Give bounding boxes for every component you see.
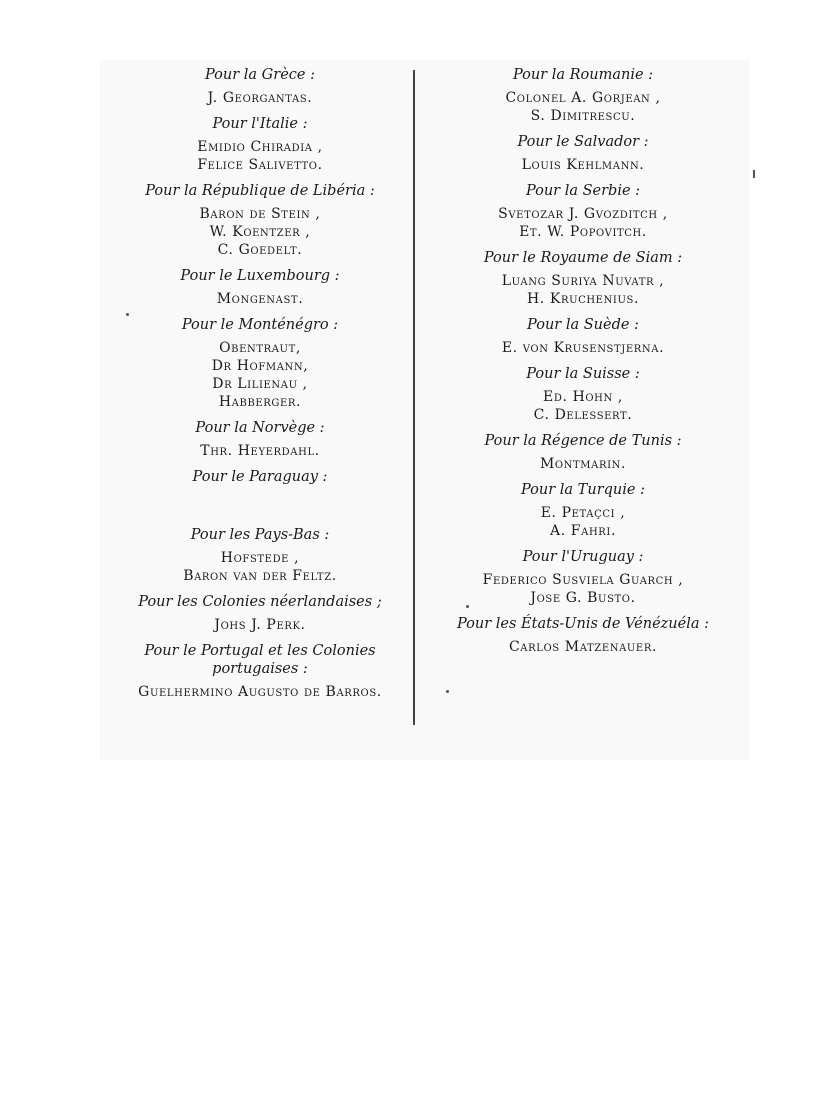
signer-name: Svetozar J. Gvozditch , <box>498 206 668 222</box>
signer-name: Dr Hofmann, <box>211 358 309 374</box>
signatory-entry <box>105 419 415 460</box>
signer-name: E. Petaçci , <box>540 505 626 521</box>
country-heading: Pour les Colonies néerlandaises ; <box>138 594 382 610</box>
signer-name: Felice Salivetto. <box>197 157 323 173</box>
signer-name: J. Georgantas. <box>207 90 313 106</box>
signer-list <box>428 571 738 607</box>
signer-name: Ed. Hohn , <box>543 389 623 405</box>
country-heading: Pour la Turquie : <box>521 482 645 498</box>
signer-list <box>105 89 415 107</box>
signer-list <box>428 388 738 424</box>
signer-name: Jose G. Busto. <box>530 590 636 606</box>
signer-name: Johs J. Perk. <box>214 617 306 633</box>
signer-name: Habberger. <box>218 394 302 410</box>
signatory-entry <box>105 593 415 634</box>
country-heading: Pour le Salvador : <box>517 134 649 150</box>
signer-list <box>428 455 738 473</box>
signer-name: Guelhermino Augusto de Barros. <box>138 684 382 700</box>
signer-name: Mongenast. <box>216 291 304 307</box>
country-heading: Pour les États-Unis de Vénézuéla : <box>457 616 709 632</box>
signer-name: Et. W. Popovitch. <box>519 224 647 240</box>
signer-list <box>105 138 415 174</box>
signer-list <box>105 339 415 411</box>
country-heading: Pour le Paraguay : <box>192 469 328 485</box>
country-heading: Pour le Royaume de Siam : <box>483 250 683 266</box>
signatory-entry <box>105 66 415 107</box>
signatory-entry <box>428 182 738 241</box>
country-heading: Pour le Portugal et les Colonies portugaises : <box>144 643 376 677</box>
country-heading: Pour la Roumanie : <box>512 67 654 83</box>
signer-name: A. Fahri. <box>550 523 616 539</box>
country-heading: Pour la Serbie : <box>525 183 641 199</box>
signer-list <box>105 205 415 259</box>
signer-name: Carlos Matzenauer. <box>508 639 657 655</box>
scan-speck <box>753 170 755 178</box>
country-heading: Pour la Suisse : <box>526 366 640 382</box>
signer-list <box>105 549 415 585</box>
signatory-entry <box>105 642 415 701</box>
signer-name: Obentraut, <box>219 340 301 356</box>
country-heading: Pour les Pays-Bas : <box>190 527 330 543</box>
signer-name: Luang Suriya Nuvatr , <box>501 273 665 289</box>
country-heading: Pour la Norvège : <box>195 420 325 436</box>
signatory-entry <box>428 133 738 174</box>
signatory-entry <box>428 316 738 357</box>
signatory-entry <box>105 115 415 174</box>
signer-list <box>428 205 738 241</box>
signatory-entry <box>105 267 415 308</box>
signer-name: C. Delessert. <box>533 407 633 423</box>
signer-name: Thr. Heyerdahl. <box>200 443 320 459</box>
signatory-entry <box>428 615 738 656</box>
scan-speck <box>126 313 129 316</box>
signer-name: Colonel A. Gorjean , <box>505 90 661 106</box>
signer-name: E. von Krusenstjerna. <box>501 340 665 356</box>
signatory-entry <box>428 66 738 125</box>
scan-speck <box>446 690 449 693</box>
signatory-entry <box>105 526 415 585</box>
country-heading: Pour l'Italie : <box>212 116 308 132</box>
signer-name: W. Koentzer , <box>209 224 311 240</box>
right-signature-column <box>428 66 738 664</box>
signer-name: Baron van der Feltz. <box>183 568 337 584</box>
signatory-entry <box>428 481 738 540</box>
country-heading: Pour la Grèce : <box>205 67 315 83</box>
signer-name: Baron de Stein , <box>199 206 321 222</box>
country-heading: Pour l'Uruguay : <box>522 549 644 565</box>
scan-speck <box>466 605 469 608</box>
signer-list <box>428 89 738 125</box>
signer-list <box>105 442 415 460</box>
country-heading: Pour le Monténégro : <box>181 317 339 333</box>
signer-list <box>105 616 415 634</box>
signer-list <box>428 339 738 357</box>
signatory-entry <box>105 468 415 486</box>
country-heading: Pour le Luxembourg : <box>180 268 340 284</box>
signer-list <box>428 504 738 540</box>
signatory-entry <box>428 432 738 473</box>
signatory-entry <box>105 316 415 411</box>
signatory-entry <box>428 365 738 424</box>
signer-list <box>428 156 738 174</box>
signer-name: S. Dimitrescu. <box>530 108 636 124</box>
signer-list <box>105 683 415 701</box>
column-divider <box>413 70 415 725</box>
signer-list <box>105 290 415 308</box>
signatory-entry <box>105 182 415 259</box>
signer-name: H. Kruchenius. <box>526 291 640 307</box>
signer-name: C. Goedelt. <box>217 242 303 258</box>
signer-list <box>428 638 738 656</box>
signer-name: Federico Susviela Guarch , <box>482 572 684 588</box>
signer-name: Louis Kehlmann. <box>521 157 645 173</box>
signer-list <box>428 272 738 308</box>
signatory-entry <box>428 548 738 607</box>
signer-name: Hofstede , <box>220 550 300 566</box>
country-heading: Pour la République de Libéria : <box>145 183 375 199</box>
country-heading: Pour la Suède : <box>527 317 639 333</box>
signatory-entry <box>428 249 738 308</box>
signer-name: Dr Lilienau , <box>212 376 308 392</box>
signer-name: Emidio Chiradia , <box>197 139 323 155</box>
left-signature-column <box>105 66 415 709</box>
country-heading: Pour la Régence de Tunis : <box>484 433 682 449</box>
signer-name: Montmarin. <box>539 456 627 472</box>
